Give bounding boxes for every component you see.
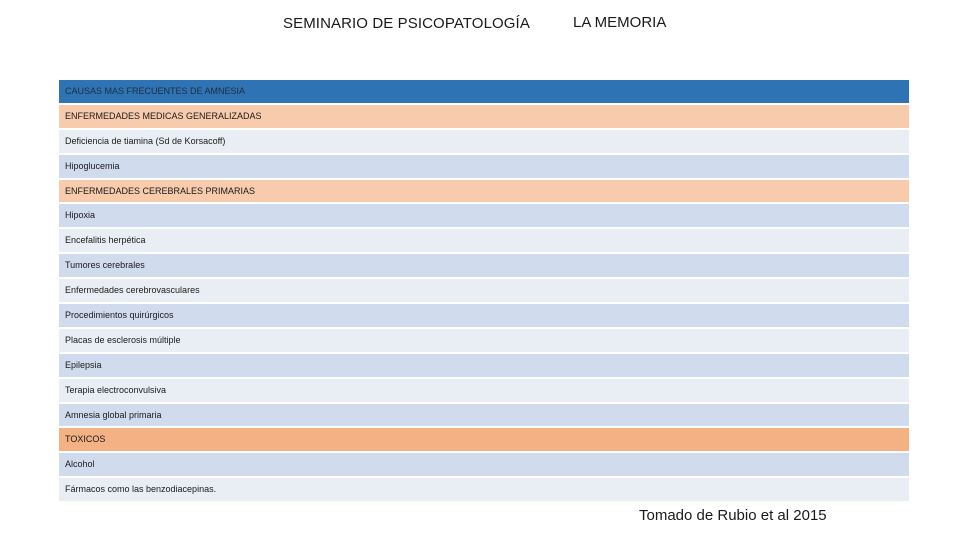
amnesia-causes-table [59,80,909,503]
table-row: Fármacos como las benzodiacepinas. [59,478,909,501]
table-row: Hipoxia [59,204,909,227]
table-row: Terapia electroconvulsiva [59,379,909,402]
course-title: SEMINARIO DE PSICOPATOLOGÍA [283,15,530,32]
table-row: Procedimientos quirúrgicos [59,304,909,327]
topic-title: LA MEMORIA [573,14,667,31]
table-row: Alcohol [59,453,909,476]
table-row: Encefalitis herpética [59,229,909,252]
table-row: Enfermedades cerebrovasculares [59,279,909,302]
table-row: Amnesia global primaria [59,404,909,427]
table-row: Epilepsia [59,354,909,377]
section-row-brain: ENFERMEDADES CEREBRALES PRIMARIAS [59,180,909,203]
source-credit: Tomado de Rubio et al 2015 [639,507,827,524]
table-row: Placas de esclerosis múltiple [59,329,909,352]
table-row: Deficiencia de tiamina (Sd de Korsacoff) [59,130,909,153]
table-row: Hipoglucemia [59,155,909,178]
section-row-medical: ENFERMEDADES MEDICAS GENERALIZADAS [59,105,909,128]
table-header-row: CAUSAS MAS FRECUENTES DE AMNESIA [59,80,909,103]
section-row-toxic: TOXICOS [59,428,909,451]
table-row: Tumores cerebrales [59,254,909,277]
